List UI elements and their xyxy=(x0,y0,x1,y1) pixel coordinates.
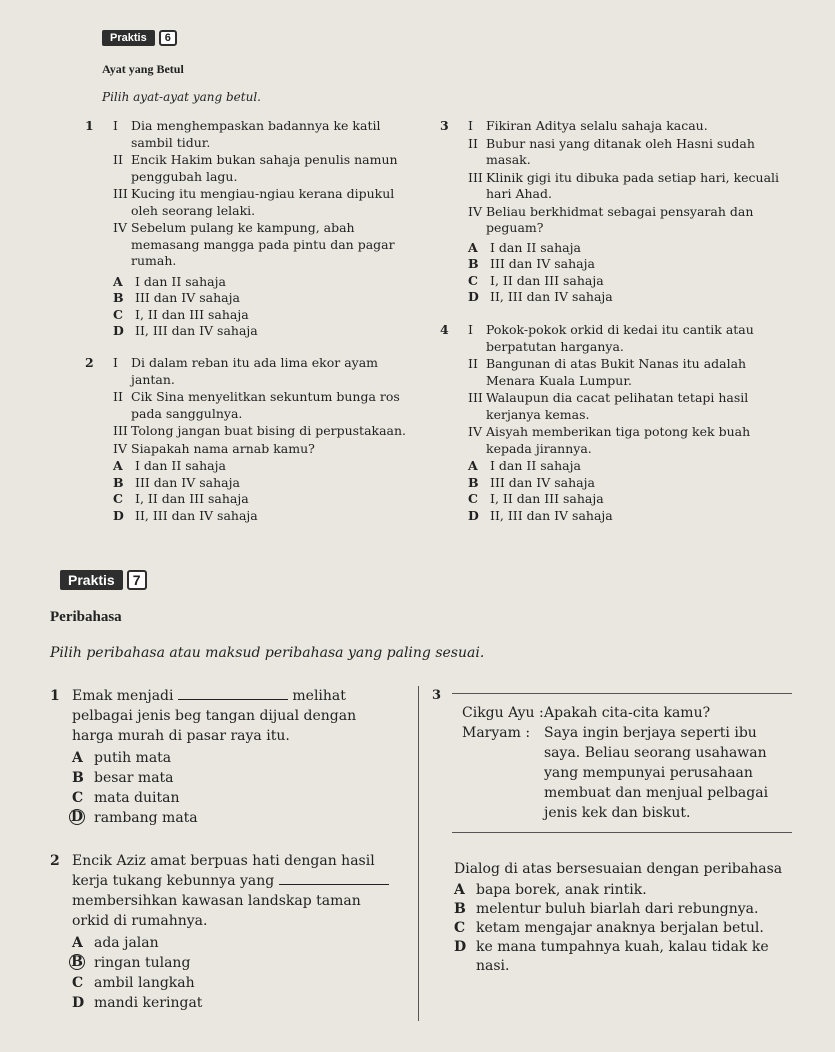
option-c[interactable] xyxy=(454,919,792,938)
option-text: I, II dan III sahaja xyxy=(490,272,604,288)
stem-text: melihat pelbagai jenis beg tangan dijual dengan harga murah di pasar raya itu. xyxy=(72,688,357,744)
option-c[interactable] xyxy=(113,491,410,508)
section-title: Peribahasa xyxy=(50,609,122,625)
dialog xyxy=(462,703,784,823)
option-letter: A xyxy=(72,935,83,951)
roman-numeral: IV xyxy=(468,424,482,439)
option-letter: C xyxy=(72,790,84,806)
option-b[interactable] xyxy=(113,475,410,492)
dialog-line: Maryam : Saya ingin berjaya seperti ibu saya. Beliau seorang usahawan yang mempunyai perusahaan membuat dan menjual pelbagai jenis kek dan biskut. xyxy=(462,725,769,821)
option-text: mandi keringat xyxy=(94,995,203,1011)
option-text: II, III dan IV sahaja xyxy=(135,507,258,523)
option-letter: D xyxy=(72,995,85,1011)
sentence: Tolong jangan buat bising di perpustakaan. xyxy=(131,423,407,438)
praktis-label: Praktis xyxy=(60,570,123,590)
dialog-text: Apakah cita-cita kamu? xyxy=(544,705,711,721)
dialog-box-top xyxy=(452,693,792,694)
option-letter: C xyxy=(454,920,466,936)
option-text: III dan IV sahaja xyxy=(135,290,240,305)
option-letter: C xyxy=(468,272,478,288)
stem-text: membersihkan kawasan landskap taman orkid di rumahnya. xyxy=(72,893,361,929)
option-text: melentur buluh biarlah dari rebungnya. xyxy=(476,901,759,917)
sentence: Dia menghempaskan badannya ke katil sambil tidur. xyxy=(131,118,381,150)
roman-numeral: IV xyxy=(113,220,127,235)
option-a[interactable] xyxy=(72,933,400,953)
roman-numeral: I xyxy=(468,322,473,337)
stem-text: Encik Aziz amat berpuas hati dengan hasil kerja tukang kebunnya yang xyxy=(72,853,375,889)
peribahasa-question-3 xyxy=(432,860,792,976)
option-letter: A xyxy=(454,882,465,898)
option-letter: D xyxy=(113,323,124,338)
question-number: 3 xyxy=(432,688,442,703)
roman-numeral: I xyxy=(468,118,473,133)
option-letter: B xyxy=(468,474,479,490)
question-number: 3 xyxy=(440,118,449,133)
roman-numeral: III xyxy=(113,423,128,438)
question-number: 1 xyxy=(50,688,60,704)
dialog-text: Saya ingin berjaya seperti ibu saya. Beliau seorang usahawan yang mempunyai perusahaan membuat dan menjual pelbagai jenis kek dan biskut. xyxy=(544,725,769,821)
sentence: Kucing itu mengiau-ngiau kerana dipukul oleh seorang lelaki. xyxy=(131,186,395,218)
speaker-name: Maryam xyxy=(462,725,521,741)
sentence: Sebelum pulang ke kampung, abah memasang mangga pada pintu dan pagar rumah. xyxy=(131,220,395,268)
option-d[interactable] xyxy=(113,508,410,525)
sentence: Beliau berkhidmat sebagai pensyarah dan peguam? xyxy=(486,203,754,235)
sentence: Aisyah memberikan tiga potong kek buah kepada jirannya. xyxy=(486,424,751,456)
option-a[interactable] xyxy=(454,881,792,900)
option-letter: C xyxy=(113,306,123,322)
option-a[interactable] xyxy=(113,274,410,291)
answer-blank xyxy=(178,687,288,700)
roman-numeral: IV xyxy=(468,203,482,219)
praktis-7-badge xyxy=(60,570,147,590)
option-b[interactable] xyxy=(113,290,410,307)
question-2 xyxy=(85,355,410,524)
roman-numeral: III xyxy=(113,186,128,201)
sentence: Fikiran Aditya selalu sahaja kacau. xyxy=(486,118,708,133)
roman-numeral: I xyxy=(113,118,118,133)
sentence: Di dalam reban itu ada lima ekor ayam jantan. xyxy=(131,355,379,387)
option-d[interactable] xyxy=(113,323,410,340)
roman-numeral: II xyxy=(468,356,478,371)
sentence: Bangunan di atas Bukit Nanas itu adalah Menara Kuala Lumpur. xyxy=(486,356,747,388)
roman-numeral: II xyxy=(468,135,478,151)
option-text: ambil langkah xyxy=(94,975,195,991)
roman-numeral: II xyxy=(113,389,123,404)
question-number: 2 xyxy=(85,355,94,370)
option-letter: A xyxy=(468,239,478,255)
sentence: Siapakah nama arnab kamu? xyxy=(131,440,315,456)
sentence: Bubur nasi yang ditanak oleh Hasni sudah masak. xyxy=(486,135,755,167)
option-text: I, II dan III sahaja xyxy=(135,491,249,506)
dialog-line: Cikgu Ayu : Apakah cita-cita kamu? xyxy=(462,705,711,721)
praktis-number: 6 xyxy=(159,30,177,46)
option-letter: C xyxy=(113,491,123,506)
sentence: Klinik gigi itu dibuka pada setiap hari, kecuali hari Ahad. xyxy=(486,169,780,201)
question-text: Dialog di atas bersesuaian dengan peribahasa xyxy=(454,861,783,877)
option-text: I, II dan III sahaja xyxy=(135,306,249,322)
option-c[interactable] xyxy=(72,973,400,993)
option-text: I, II dan III sahaja xyxy=(490,491,604,506)
option-text: I dan II sahaja xyxy=(490,458,581,473)
option-text: mata duitan xyxy=(94,790,180,806)
question-1 xyxy=(85,118,410,340)
stem-text: Emak menjadi xyxy=(72,688,174,704)
option-d[interactable] xyxy=(468,508,795,525)
sentence: Walaupun dia cacat pelihatan tetapi hasil kerjanya kemas. xyxy=(486,390,749,422)
option-letter: B xyxy=(454,901,466,917)
answer-blank xyxy=(279,872,389,885)
option-text: putih mata xyxy=(94,750,172,766)
column-divider xyxy=(418,686,419,1021)
speaker-name: Cikgu Ayu xyxy=(462,705,535,721)
option-d[interactable] xyxy=(468,289,795,306)
option-letter: A xyxy=(113,458,123,473)
option-letter: B xyxy=(113,474,124,490)
option-text: I dan II sahaja xyxy=(135,458,226,473)
option-a[interactable] xyxy=(468,458,795,475)
praktis-number: 7 xyxy=(127,570,147,590)
option-letter: A xyxy=(72,750,83,766)
option-text: III dan IV sahaja xyxy=(135,474,240,490)
option-d[interactable] xyxy=(72,993,400,1013)
option-text: besar mata xyxy=(94,770,174,786)
option-letter: B xyxy=(69,954,85,970)
question-number: 4 xyxy=(440,322,449,337)
option-c[interactable] xyxy=(72,788,400,808)
option-text: ada jalan xyxy=(94,935,159,951)
option-b[interactable] xyxy=(72,768,400,788)
option-d[interactable] xyxy=(454,938,792,976)
option-letter: C xyxy=(468,491,478,506)
roman-numeral: II xyxy=(113,152,123,167)
option-letter: B xyxy=(113,290,124,305)
option-text: ke mana tumpahnya kuah, kalau tidak ke nasi. xyxy=(476,939,769,974)
sentence: Encik Hakim bukan sahaja penulis namun penggubah lagu. xyxy=(131,152,398,184)
option-text: II, III dan IV sahaja xyxy=(135,323,258,338)
option-letter: D xyxy=(113,507,124,523)
option-text: II, III dan IV sahaja xyxy=(490,289,613,304)
option-b[interactable] xyxy=(454,900,792,919)
option-text: ringan tulang xyxy=(94,955,191,971)
option-letter: D xyxy=(468,289,479,304)
option-letter: B xyxy=(468,256,479,271)
section-instruction: Pilih peribahasa atau maksud peribahasa yang paling sesuai. xyxy=(50,645,485,661)
option-d[interactable] xyxy=(72,808,400,828)
option-text: bapa borek, anak rintik. xyxy=(476,882,647,898)
option-text: III dan IV sahaja xyxy=(490,474,595,490)
option-letter: B xyxy=(72,770,84,786)
option-a[interactable] xyxy=(468,240,795,257)
question-4 xyxy=(440,322,795,524)
peribahasa-question-2 xyxy=(50,851,400,1013)
sentence: Cik Sina menyelitkan sekuntum bunga ros pada sanggulnya. xyxy=(131,389,400,421)
option-text: I dan II sahaja xyxy=(135,273,226,289)
option-letter: A xyxy=(113,273,123,289)
option-text: ketam mengajar anaknya berjalan betul. xyxy=(476,920,764,936)
question-number: 1 xyxy=(85,118,94,133)
option-text: II, III dan IV sahaja xyxy=(490,507,613,523)
option-letter: D xyxy=(468,507,479,523)
option-b[interactable] xyxy=(468,256,795,273)
option-b[interactable] xyxy=(468,475,795,492)
option-c[interactable] xyxy=(468,491,795,508)
option-text: rambang mata xyxy=(94,810,198,826)
option-letter: D xyxy=(454,939,467,955)
option-a[interactable] xyxy=(113,458,410,475)
option-letter: C xyxy=(72,975,84,991)
option-a[interactable] xyxy=(72,748,400,768)
section-title: Ayat yang Betul xyxy=(102,62,184,76)
roman-numeral: III xyxy=(468,390,483,405)
option-letter: A xyxy=(468,458,478,473)
peribahasa-question-1 xyxy=(50,686,400,828)
section-instruction: Pilih ayat-ayat yang betul. xyxy=(102,90,261,104)
option-text: I dan II sahaja xyxy=(490,239,581,255)
option-letter: D xyxy=(70,809,84,825)
roman-numeral: I xyxy=(113,355,118,370)
praktis-6-badge xyxy=(102,30,177,46)
question-number: 2 xyxy=(50,853,60,869)
roman-numeral: III xyxy=(468,169,483,185)
sentence: Pokok-pokok orkid di kedai itu cantik atau berpatutan harganya. xyxy=(486,322,754,354)
option-c[interactable] xyxy=(468,273,795,290)
dialog-box-bottom xyxy=(452,832,792,833)
question-3 xyxy=(440,118,795,306)
praktis-label: Praktis xyxy=(102,30,155,46)
option-text: III dan IV sahaja xyxy=(490,256,595,271)
roman-numeral: IV xyxy=(113,440,127,456)
option-b[interactable] xyxy=(72,953,400,973)
option-c[interactable] xyxy=(113,307,410,324)
